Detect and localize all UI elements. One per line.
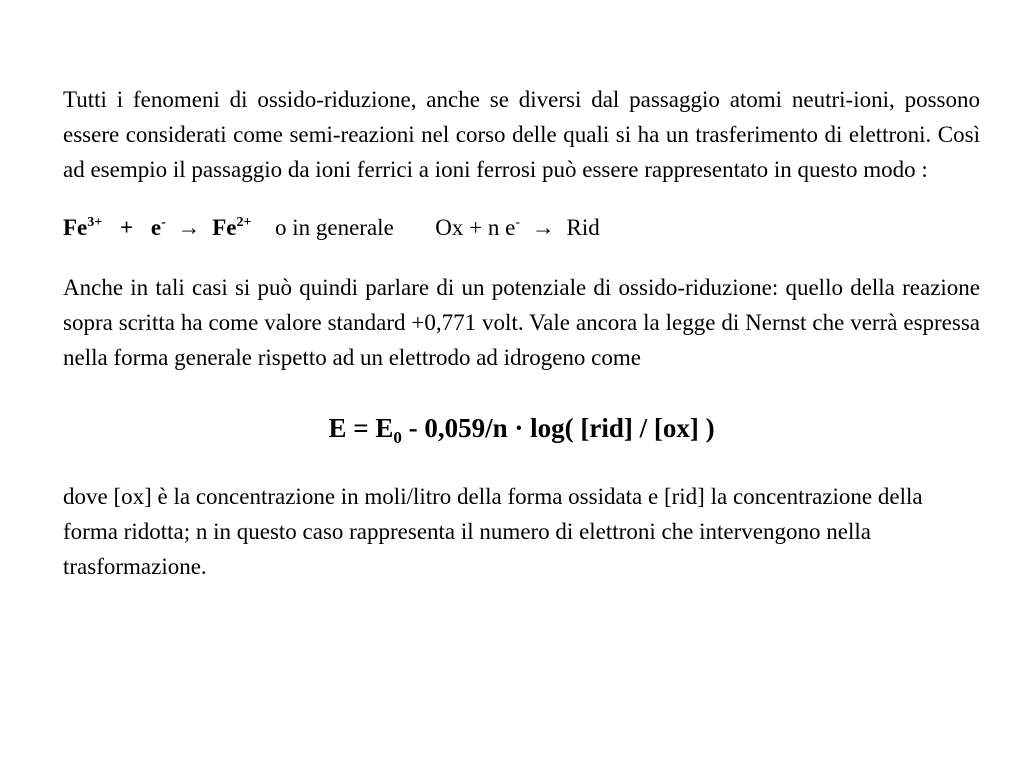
general-electron-charge: - — [515, 215, 520, 230]
product-species: Fe — [212, 215, 237, 240]
nernst-equation — [63, 410, 980, 446]
general-reaction-arrow: → — [531, 215, 555, 240]
general-product: Rid — [566, 215, 600, 240]
reactant-species: Fe — [63, 215, 88, 240]
nernst-subscript: 0 — [393, 428, 402, 447]
plus-sign: + — [120, 215, 134, 240]
product-charge: 2+ — [236, 215, 252, 230]
electron-charge: - — [161, 215, 166, 230]
reactant-charge: 3+ — [87, 215, 103, 230]
general-reactant: Ox + n e — [435, 215, 516, 240]
paragraph-nernst-intro: Anche in tali casi si può quindi parlare di un potenziale di ossido-riduzione: quello della reazione sopra scritta ha come valore standard +0,771 volt. Vale ancora la legge di Nernst che verrà espressa nella forma generale rispetto ad un elettrodo ad idrogeno come — [63, 275, 980, 370]
general-label: o in generale — [275, 215, 394, 240]
paragraph-definitions: dove [ox] è la concentrazione in moli/litro della forma ossidata e [rid] la concentrazione della forma ridotta; n in questo caso rappresenta il numero di elettroni che intervengono nella trasformazione. — [63, 484, 923, 579]
slide-content — [63, 82, 980, 584]
paragraph-intro: Tutti i fenomeni di ossido-riduzione, anche se diversi dal passaggio atomi neutri-ioni, possono essere considerati come semi-reazioni nel corso delle quali si ha un trasferimento di elettroni. Così ad esempio il passaggio da ioni ferrici a ioni ferrosi può essere rappresentato in questo modo : — [63, 87, 980, 182]
nernst-rhs: - 0,059/n · log( [rid] / [ox] ) — [401, 413, 715, 443]
redox-half-reaction — [63, 210, 980, 245]
electron-symbol: e — [150, 215, 162, 240]
reaction-arrow: → — [177, 215, 201, 240]
nernst-lhs: E = E — [328, 413, 394, 443]
